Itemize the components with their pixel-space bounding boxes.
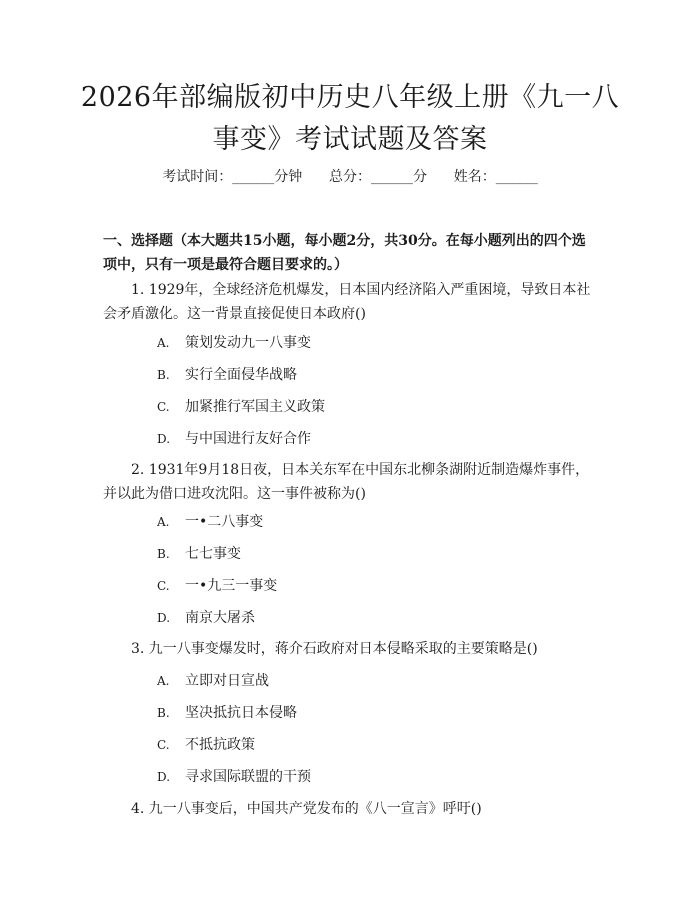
question-1-line-2: 会矛盾激化。这一背景直接促使日本政府() [103, 306, 366, 322]
question-3-option-b[interactable] [157, 702, 577, 724]
option-text: 七七事变 [185, 546, 241, 562]
question-2-option-a[interactable] [157, 511, 577, 533]
option-letter: D. [157, 770, 171, 784]
option-text: 立即对日宣战 [185, 673, 269, 689]
option-letter: C. [157, 400, 170, 414]
question-2-line-2: 并以此为借口进攻沈阳。这一事件被称为() [103, 486, 366, 502]
option-text: 南京大屠杀 [185, 610, 255, 626]
page-title-line-1: 2026年部编版初中历史八年级上册《九一八 [80, 82, 620, 113]
section-heading-line-2: 项中，只有一项是最符合题目要求的。） [103, 257, 348, 273]
option-letter: B. [157, 368, 170, 382]
question-4-line-1: 4. 九一八事变后，中国共产党发布的《八一宣言》呼吁() [131, 801, 482, 817]
option-text: 实行全面侵华战略 [185, 367, 297, 383]
question-1 [103, 278, 603, 326]
question-4 [103, 797, 603, 821]
option-letter: C. [157, 738, 170, 752]
question-1-option-a[interactable] [157, 332, 577, 354]
option-text: 寻求国际联盟的干预 [185, 769, 311, 785]
question-3-option-a[interactable] [157, 670, 577, 692]
option-letter: A. [157, 515, 170, 529]
option-text: 一•九三一事变 [185, 578, 278, 594]
question-1-option-d[interactable] [157, 428, 577, 450]
question-1-line-1: 1. 1929年，全球经济危机爆发，日本国内经济陷入严重困境，导致日本社 [131, 282, 591, 298]
page-title-line-2: 事变》考试试题及答案 [212, 124, 488, 155]
question-1-option-b[interactable] [157, 364, 577, 386]
option-text: 与中国进行友好合作 [185, 431, 311, 447]
option-letter: A. [157, 336, 170, 350]
question-1-option-c[interactable] [157, 396, 577, 418]
option-letter: B. [157, 706, 170, 720]
option-text: 加紧推行军国主义政策 [185, 399, 325, 415]
question-2-option-c[interactable] [157, 575, 577, 597]
option-text: 策划发动九一八事变 [185, 335, 311, 351]
question-3 [103, 637, 603, 661]
option-letter: D. [157, 611, 171, 625]
option-letter: B. [157, 547, 170, 561]
question-3-option-d[interactable] [157, 766, 577, 788]
option-text: 不抵抗政策 [185, 737, 255, 753]
section-heading [103, 229, 603, 277]
option-letter: A. [157, 674, 170, 688]
section-heading-line-1: 一、选择题（本大题共15小题，每小题2分，共30分。在每小题列出的四个选 [103, 233, 586, 249]
option-text: 坚决抵抗日本侵略 [185, 705, 297, 721]
question-3-option-c[interactable] [157, 734, 577, 756]
question-2 [103, 458, 603, 506]
option-letter: C. [157, 579, 170, 593]
exam-info: 考试时间：______分钟 总分：______分 姓名：______ [162, 169, 538, 185]
option-letter: D. [157, 432, 171, 446]
question-3-line-1: 3. 九一八事变爆发时，蒋介石政府对日本侵略采取的主要策略是() [131, 641, 538, 657]
option-text: 一•二八事变 [185, 514, 264, 530]
question-2-option-b[interactable] [157, 543, 577, 565]
question-2-option-d[interactable] [157, 607, 577, 629]
question-2-line-1: 2. 1931年9月18日夜，日本关东军在中国东北柳条湖附近制造爆炸事件， [131, 462, 590, 478]
